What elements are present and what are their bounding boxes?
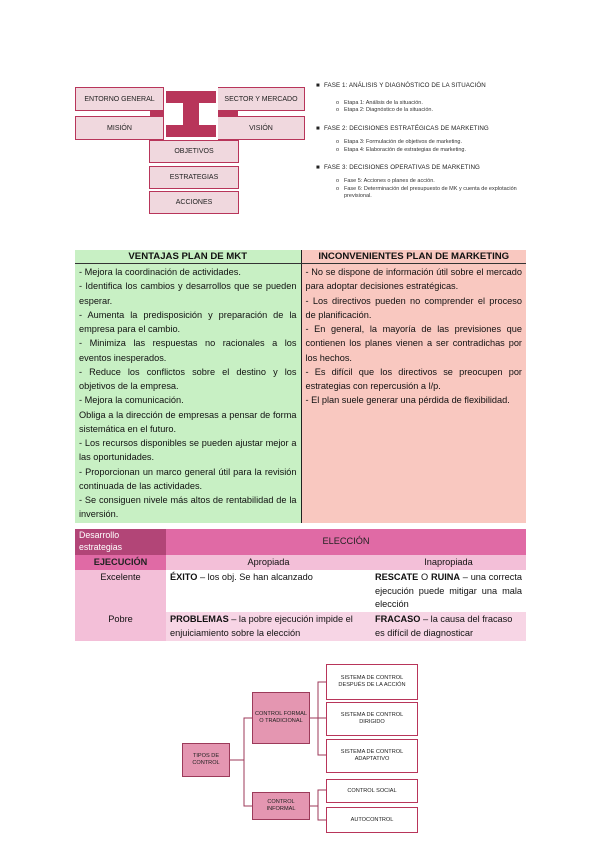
- bullet-icon: ■: [316, 164, 320, 172]
- phase-3: ■ FASE 3: DECISIONES OPERATIVAS DE MARKETING: [316, 164, 480, 172]
- connector-line: [310, 682, 326, 718]
- connector-line: [318, 806, 326, 820]
- estrategias-label: ESTRATEGIAS: [169, 174, 219, 181]
- autocontrol-box: AUTOCONTROL: [326, 807, 418, 833]
- control-despues-box: SISTEMA DE CONTROL DESPUÉS DE LA ACCIÓN: [326, 664, 418, 700]
- inconveniente-item: - No se dispone de información útil sobre el mercado para adoptar decisiones estratégicas.: [305, 267, 522, 292]
- phase-2-items: o Etapa 3: Formulación de objetivos de marketing. o Etapa 4: Elaboración de estrategias de marketing.: [336, 139, 466, 153]
- inconveniente-item: - En general, la mayoría de las previsiones que contienen los planes vienen a ser contradichas por los hechos.: [305, 324, 522, 363]
- control-formal-box: CONTROL FORMAL O TRADICIONAL: [252, 692, 310, 744]
- ventaja-item: - Mejora la comunicación.: [79, 395, 184, 406]
- exito-cell: ÉXITO – los obj. Se han alcanzado: [170, 572, 313, 583]
- phase-3-items: o Fase 5: Acciones o planes de acción. o Fase 6: Determinación del presupuesto de MK y cuenta de explotación previsional.: [336, 178, 517, 200]
- bullet-icon: ■: [316, 82, 320, 89]
- eleccion-header: ELECCIÓN: [166, 529, 526, 555]
- ventaja-item: - Mejora la coordinación de actividades.: [79, 267, 241, 277]
- bullet-icon: ■: [316, 124, 320, 132]
- circle-bullet-icon: o: [336, 178, 340, 185]
- apropiada-header: Apropiada: [166, 555, 371, 570]
- control-dirigido-box: SISTEMA DE CONTROL DIRIGIDO: [326, 702, 418, 736]
- inconveniente-item: - Es difícil que los directivos se preocupen por estrategias con repercusión a l/p.: [305, 366, 522, 391]
- ventaja-item: - Los recursos disponibles se pueden ajustar mejor a las oportunidades.: [79, 438, 297, 463]
- inconvenientes-header: INCONVENIENTES PLAN DE MARKETING: [301, 250, 526, 264]
- ventaja-item: Obliga a la dirección de empresas a pensar de forma sistemática en el futuro.: [79, 409, 297, 434]
- ventaja-item: - Reduce los conflictos sobre el destino y los objetivos de la empresa.: [79, 366, 297, 391]
- phase-1: ■ FASE 1: ANÁLISIS Y DIAGNÓSTICO DE LA SITUACIÓN: [316, 82, 486, 89]
- ventaja-item: - Minimiza las respuestas no racionales a los eventos inesperados.: [79, 338, 297, 363]
- ventajas-header: VENTAJAS PLAN DE MKT: [75, 250, 301, 264]
- circle-bullet-icon: o: [336, 139, 340, 146]
- pobre-cell: Pobre: [75, 612, 166, 641]
- control-informal-box: CONTROL INFORMAL: [252, 792, 310, 820]
- sector-mercado-label: SECTOR Y MERCADO: [224, 95, 298, 103]
- objetivos-label: OBJETIVOS: [174, 148, 214, 155]
- connector-line: [244, 760, 252, 806]
- circle-bullet-icon: o: [336, 185, 340, 192]
- excelente-cell: Excelente: [75, 570, 166, 612]
- fracaso-cell: FRACASO – la causa del fracaso es difícil de diagnosticar: [371, 612, 526, 641]
- acciones-label: ACCIONES: [175, 199, 213, 206]
- ventaja-item: - Proporcionan un marco general útil para la revisión continuada de las actividades.: [79, 466, 297, 491]
- vision-label: VISIÓN: [249, 124, 273, 132]
- ejecucion-header: EJECUCIÓN: [75, 555, 166, 570]
- circle-bullet-icon: o: [336, 107, 340, 114]
- phase-1-items: o Etapa 1: Análisis de la situación. o Etapa 2: Diagnóstico de la situación.: [336, 100, 433, 114]
- mision-label: MISIÓN: [107, 124, 132, 132]
- tipos-control-box: TIPOS DE CONTROL: [182, 743, 230, 777]
- desarrollo-estrategias-cell: Desarrollo estrategias: [75, 529, 166, 555]
- problemas-cell: PROBLEMAS – la pobre ejecución impide el enjuiciamiento sobre la elección: [166, 612, 371, 641]
- ventaja-item: - Aumenta la predisposición y preparación de la empresa para el cambio.: [79, 309, 297, 334]
- inconveniente-item: - El plan suele generar una pérdida de flexibilidad.: [305, 395, 510, 406]
- rescate-cell: RESCATE O RUINA – una correcta ejecución puede mitigar una mala elección: [375, 572, 523, 610]
- ventaja-item: - Identifica los cambios y desarrollos que se pueden esperar.: [79, 281, 297, 306]
- inconveniente-item: - Los directivos pueden no comprender el proceso de planificación.: [305, 295, 522, 320]
- entorno-general-label: ENTORNO GENERAL: [84, 95, 155, 103]
- connector-line: [310, 790, 326, 806]
- connector-line: [318, 718, 326, 755]
- phase-2: ■ FASE 2: DECISIONES ESTRATÉGICAS DE MARKETING: [316, 124, 489, 132]
- ventaja-item: - Se consiguen nivele más altos de rentabilidad de la inversión.: [79, 495, 297, 520]
- inapropiada-header: Inapropiada: [371, 555, 526, 570]
- control-adaptativo-box: SISTEMA DE CONTROL ADAPTATIVO: [326, 739, 418, 773]
- circle-bullet-icon: o: [336, 100, 340, 106]
- circle-bullet-icon: o: [336, 146, 340, 153]
- control-social-box: CONTROL SOCIAL: [326, 779, 418, 803]
- connector-line: [230, 718, 252, 760]
